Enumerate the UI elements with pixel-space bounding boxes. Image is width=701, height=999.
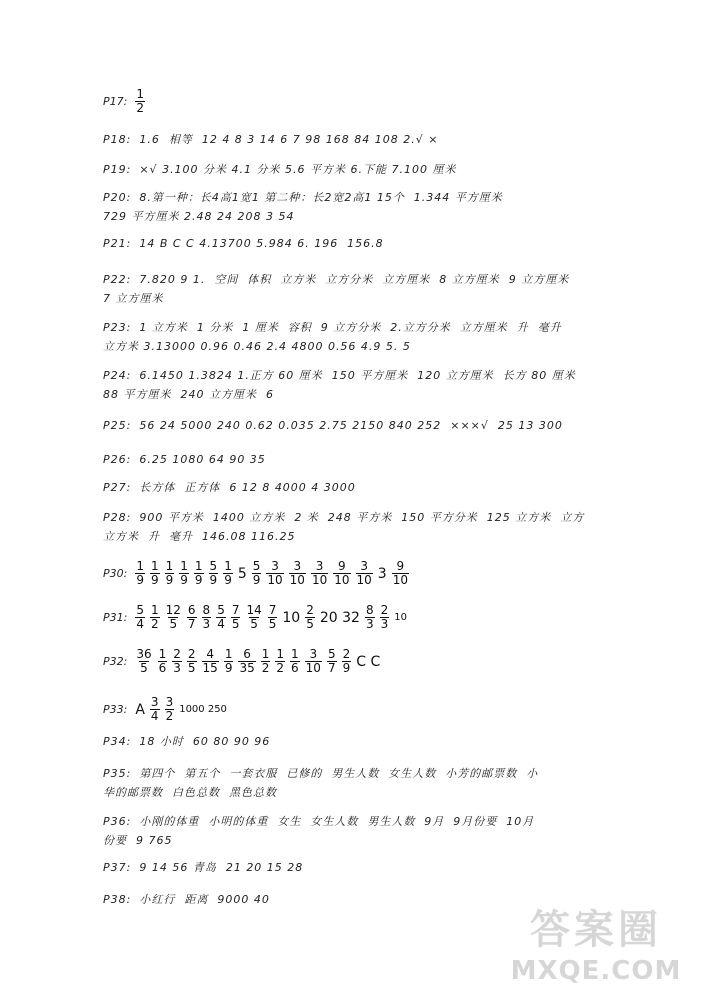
- answer-text: 第四个 第五个 一套衣服 已修的 男生人数 女生人数 小芳的邮票数 小 华的邮票数 白色总数 黑色总数: [103, 767, 539, 799]
- numerator: 4: [206, 647, 214, 661]
- fraction: [311, 560, 328, 587]
- answer-value: 10: [282, 609, 301, 626]
- answer-value: 1000 250: [179, 704, 227, 715]
- denominator: 9: [209, 573, 218, 587]
- numerator: 1: [291, 647, 299, 661]
- denominator: 10: [267, 573, 283, 587]
- denominator: 9: [224, 661, 233, 675]
- denominator: 9: [342, 661, 351, 675]
- page-label: P19:: [103, 163, 132, 176]
- page-label: P21:: [103, 237, 132, 250]
- page-label: P17:: [103, 95, 128, 108]
- denominator: 3: [365, 617, 374, 631]
- fraction: [158, 648, 168, 675]
- numerator: 8: [365, 603, 374, 617]
- numerator: 7: [268, 603, 277, 617]
- denominator: 4: [217, 617, 225, 631]
- fraction: [252, 560, 262, 587]
- answer-text: 小红行 距离 9000 40: [139, 893, 270, 906]
- answer-text: 56 24 5000 240 0.62 0.035 2.75 2150 840 252 ×××√ 25 13 300: [139, 419, 563, 432]
- numerator: 1: [276, 647, 285, 661]
- denominator: 10: [334, 573, 350, 587]
- fraction: [216, 604, 226, 631]
- numerator: 1: [194, 559, 203, 573]
- denominator: 10: [289, 573, 305, 587]
- answer-line: [103, 732, 603, 751]
- numerator: 7: [231, 603, 240, 617]
- page-label: P38:: [103, 893, 132, 906]
- watermark-logo: [501, 904, 691, 994]
- fraction: [187, 648, 197, 675]
- denominator: 2: [150, 617, 159, 631]
- answer-line: [103, 318, 603, 356]
- page-label: P20:: [103, 191, 132, 204]
- numerator: 5: [252, 559, 261, 573]
- answer-text: 1 立方米 1 分米 1 厘米 容积 9 立方分米 2.立方分米 立方厘米 升 毫升 立方米 3.13000 0.96 0.46 2.4 4800 0.56 4.9 5. 5: [103, 321, 562, 353]
- answer-text: 9 14 56 青岛 21 20 15 28: [139, 861, 304, 874]
- answer-line: [103, 130, 603, 149]
- answer-line: [103, 450, 603, 469]
- answer-line: [103, 188, 603, 226]
- page-label: P18:: [103, 133, 132, 146]
- watermark-url: MXQE.COM: [510, 956, 682, 986]
- answer-line: [103, 648, 603, 675]
- numerator: 3: [293, 559, 302, 573]
- fraction: [150, 696, 160, 723]
- numerator: 6: [243, 647, 251, 661]
- numerator: 5: [327, 647, 336, 661]
- fraction: [261, 648, 271, 675]
- denominator: 10: [356, 573, 372, 587]
- answer-value: 5: [237, 565, 247, 582]
- answer-value: 3: [377, 565, 387, 582]
- denominator: 10: [305, 661, 321, 675]
- numerator: 3: [360, 559, 368, 573]
- answer-value: A: [135, 701, 145, 718]
- answer-text: 7.820 9 1. 空间 体积 立方米 立方分米 立方厘米 8 立方厘米 9 立方厘米 7 立方厘米: [103, 273, 570, 305]
- answer-line: [103, 560, 603, 587]
- denominator: 10: [311, 573, 328, 587]
- numerator: 2: [173, 647, 181, 661]
- answer-text: 8.第一种：长4高1宽1 第二种：长2宽2高1 15个 1.344 平方厘米 729 平方厘米 2.48 24 208 3 54: [103, 191, 503, 223]
- answer-text: 18 小时 60 80 90 96: [139, 735, 271, 748]
- denominator: 2: [276, 661, 285, 675]
- numerator: 1: [180, 559, 188, 573]
- fraction: [305, 648, 322, 675]
- numerator: 3: [150, 695, 159, 709]
- numerator: 2: [342, 647, 351, 661]
- page-label: P31:: [103, 611, 128, 624]
- fraction: [305, 604, 315, 631]
- numerator: 5: [217, 603, 225, 617]
- denominator: 5: [306, 617, 314, 631]
- fraction: [245, 604, 262, 631]
- fraction: [150, 604, 160, 631]
- numerator: 5: [209, 559, 218, 573]
- numerator: 2: [187, 647, 196, 661]
- answer-text: 14 B C C 4.13700 5.984 6. 196 156.8: [139, 237, 384, 250]
- denominator: 5: [268, 617, 277, 631]
- fraction: [172, 648, 182, 675]
- denominator: 15: [202, 661, 218, 675]
- answer-line: [103, 88, 603, 115]
- denominator: 4: [136, 617, 144, 631]
- fraction: [202, 604, 212, 631]
- answer-line: [103, 270, 603, 308]
- denominator: 2: [261, 661, 270, 675]
- answer-value: 10: [394, 612, 407, 623]
- fraction: [135, 560, 145, 587]
- denominator: 2: [165, 709, 174, 723]
- denominator: 7: [327, 661, 336, 675]
- fraction: [356, 560, 373, 587]
- answer-line: [103, 764, 603, 802]
- denominator: 3: [202, 617, 211, 631]
- denominator: 10: [392, 573, 408, 587]
- fraction: [150, 560, 160, 587]
- fraction: [342, 648, 352, 675]
- answer-line: [103, 366, 603, 404]
- watermark-chinese: 答案圈: [530, 907, 662, 953]
- numerator: 2: [380, 603, 389, 617]
- answer-text: 长方体 正方体 6 12 8 4000 4 3000: [139, 481, 356, 494]
- numerator: 3: [309, 647, 318, 661]
- page-label: P25:: [103, 419, 132, 432]
- answer-line: [103, 508, 603, 546]
- denominator: 9: [165, 573, 174, 587]
- page-label: P30:: [103, 567, 128, 580]
- denominator: 35: [239, 661, 255, 675]
- page-label: P34:: [103, 735, 132, 748]
- numerator: 12: [165, 603, 181, 617]
- page-label: P36:: [103, 815, 132, 828]
- answer-value: 20 32: [319, 609, 360, 626]
- page-label: P23:: [103, 321, 132, 334]
- denominator: 5: [187, 661, 196, 675]
- denominator: 4: [150, 709, 159, 723]
- denominator: 5: [250, 617, 258, 631]
- page-label: P24:: [103, 369, 132, 382]
- numerator: 5: [136, 603, 144, 617]
- numerator: 36: [136, 647, 152, 661]
- answer-text: ×√ 3.100 分米 4.1 分米 5.6 平方米 6.下能 7.100 厘米: [139, 163, 457, 176]
- denominator: 9: [224, 573, 232, 587]
- denominator: 9: [252, 573, 261, 587]
- answer-line: [103, 604, 603, 631]
- page-label: P28:: [103, 511, 132, 524]
- page-label: P22:: [103, 273, 132, 286]
- denominator: 5: [169, 617, 178, 631]
- fraction: [165, 560, 175, 587]
- answer-line: [103, 696, 603, 723]
- fraction: [231, 604, 241, 631]
- numerator: 14: [246, 603, 262, 617]
- denominator: 9: [150, 573, 159, 587]
- numerator: 3: [271, 559, 279, 573]
- denominator: 5: [140, 661, 148, 675]
- fraction: [202, 648, 219, 675]
- denominator: 9: [136, 573, 144, 587]
- denominator: 3: [380, 617, 389, 631]
- numerator: 6: [187, 603, 196, 617]
- answer-line: [103, 160, 603, 179]
- fraction: [238, 648, 255, 675]
- numerator: 1: [136, 87, 144, 101]
- answer-line: [103, 812, 603, 850]
- fraction: [327, 648, 337, 675]
- answer-text: 1.6 相等 12 4 8 3 14 6 7 98 168 84 108 2.√ ×: [139, 133, 439, 146]
- page-label: P27:: [103, 481, 132, 494]
- numerator: 1: [158, 647, 167, 661]
- fraction: [209, 560, 219, 587]
- numerator: 1: [165, 559, 174, 573]
- fraction: [224, 648, 234, 675]
- fraction: [135, 88, 145, 115]
- numerator: 1: [150, 559, 159, 573]
- answer-line: [103, 858, 603, 877]
- page-label: P35:: [103, 767, 132, 780]
- page-label: P32:: [103, 655, 128, 668]
- fraction: [187, 604, 197, 631]
- fraction: [380, 604, 390, 631]
- fraction: [223, 560, 233, 587]
- fraction: [135, 604, 145, 631]
- answer-line: [103, 234, 603, 253]
- answer-text: 6.25 1080 64 90 35: [139, 453, 266, 466]
- numerator: 3: [315, 559, 324, 573]
- page-label: P37:: [103, 861, 132, 874]
- denominator: 2: [136, 101, 144, 115]
- denominator: 3: [173, 661, 181, 675]
- numerator: 2: [306, 603, 314, 617]
- fraction: [392, 560, 409, 587]
- denominator: 6: [291, 661, 299, 675]
- denominator: 9: [194, 573, 203, 587]
- denominator: 7: [187, 617, 196, 631]
- denominator: 6: [158, 661, 167, 675]
- numerator: 9: [338, 559, 346, 573]
- fraction: [333, 560, 350, 587]
- fraction: [268, 604, 278, 631]
- page-label: P33:: [103, 703, 128, 716]
- fraction: [266, 560, 283, 587]
- fraction: [290, 648, 300, 675]
- fraction: [275, 648, 285, 675]
- numerator: 1: [136, 559, 144, 573]
- numerator: 1: [224, 559, 232, 573]
- fraction: [135, 648, 152, 675]
- numerator: 1: [261, 647, 270, 661]
- fraction: [165, 604, 182, 631]
- answer-text: 6.1450 1.3824 1.正方 60 厘米 150 平方厘米 120 立方厘米 长方 80 厘米 88 平方厘米 240 立方厘米 6: [103, 369, 576, 401]
- page-label: P26:: [103, 453, 132, 466]
- fraction: [179, 560, 189, 587]
- numerator: 1: [224, 647, 233, 661]
- answer-text: 小刚的体重 小明的体重 女生 女生人数 男生人数 9月 9月份要 10月 份要 9 765: [103, 815, 535, 847]
- fraction: [194, 560, 204, 587]
- numerator: 1: [150, 603, 159, 617]
- fraction: [289, 560, 306, 587]
- answer-text: 900 平方米 1400 立方米 2 米 248 平方米 150 平方分米 125 立方米 立方 立方米 升 毫升 146.08 116.25: [103, 511, 585, 543]
- numerator: 9: [396, 559, 405, 573]
- numerator: 8: [202, 603, 211, 617]
- answer-value: C C: [356, 653, 381, 670]
- denominator: 9: [180, 573, 188, 587]
- answer-line: [103, 478, 603, 497]
- fraction: [365, 604, 375, 631]
- answer-line: [103, 416, 603, 435]
- numerator: 3: [165, 695, 174, 709]
- denominator: 5: [231, 617, 240, 631]
- fraction: [165, 696, 175, 723]
